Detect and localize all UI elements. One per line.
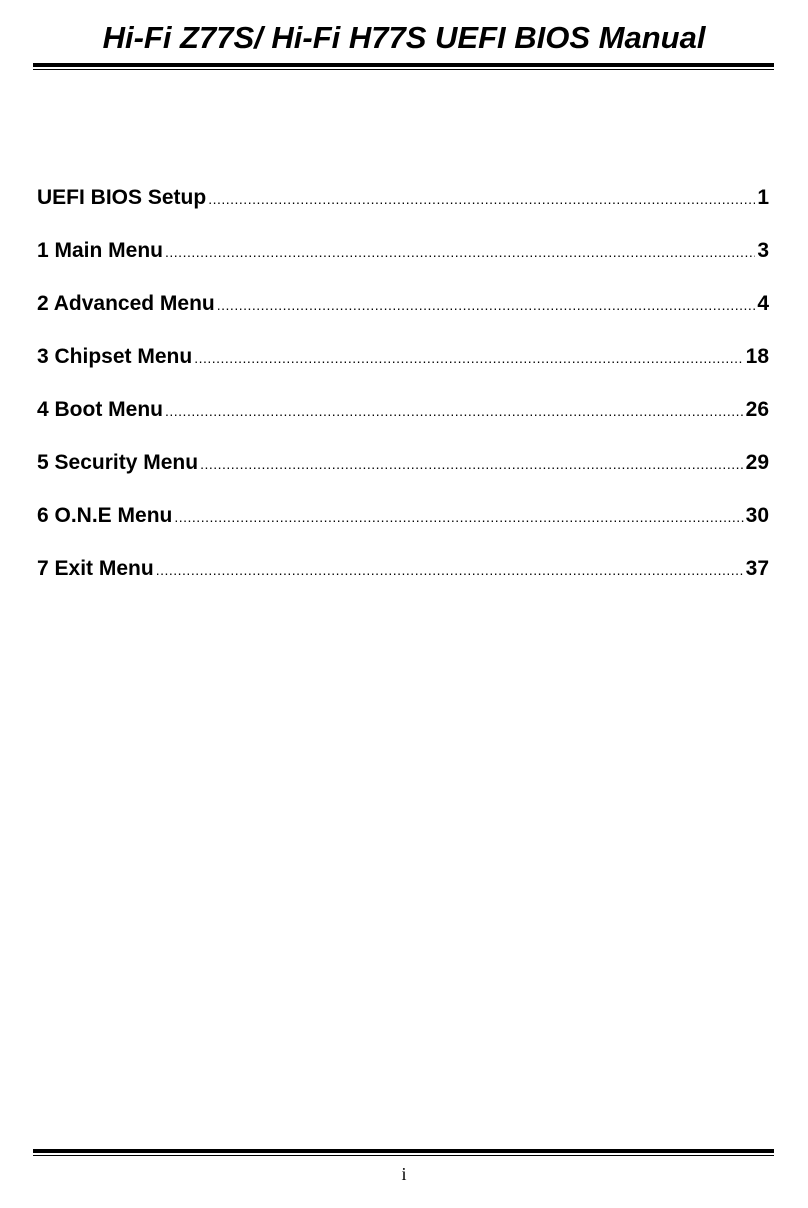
toc-entry-title: 3 Chipset Menu xyxy=(37,345,193,368)
page-number: i xyxy=(401,1164,407,1184)
toc-dot-leader xyxy=(208,191,755,207)
page-title: Hi-Fi Z77S/ Hi-Fi H77S UEFI BIOS Manual xyxy=(102,20,706,55)
toc-entry-title: 4 Boot Menu xyxy=(37,398,163,421)
toc-entry-title: 2 Advanced Menu xyxy=(37,292,215,315)
toc-entry-security-menu[interactable] xyxy=(37,451,769,504)
toc-entry-boot-menu[interactable] xyxy=(37,398,769,451)
toc-dot-leader xyxy=(156,562,744,578)
toc-entry-page: 30 xyxy=(745,504,769,527)
toc-dot-leader xyxy=(194,350,743,366)
toc-entry-title: 6 O.N.E Menu xyxy=(37,504,173,527)
toc-entry-one-menu[interactable] xyxy=(37,504,769,557)
header-rule-thin xyxy=(33,69,774,70)
toc-entry-page: 18 xyxy=(745,345,769,368)
toc-entry-advanced-menu[interactable] xyxy=(37,292,769,345)
toc-entry-chipset-menu[interactable] xyxy=(37,345,769,398)
toc-dot-leader xyxy=(165,403,744,419)
toc-dot-leader xyxy=(174,509,743,525)
toc-entry-exit-menu[interactable] xyxy=(37,557,769,610)
toc-dot-leader xyxy=(165,244,755,260)
toc-entry-page: 29 xyxy=(745,451,769,474)
toc-entry-page: 37 xyxy=(745,557,769,580)
footer-rule-thin xyxy=(33,1155,774,1156)
header-rule xyxy=(33,63,774,67)
toc-dot-leader xyxy=(217,297,756,313)
toc-entry-title: 5 Security Menu xyxy=(37,451,199,474)
toc-entry-page: 3 xyxy=(757,239,769,262)
toc-entry-title: 1 Main Menu xyxy=(37,239,164,262)
toc-entry-main-menu[interactable] xyxy=(37,239,769,292)
footer-rule xyxy=(33,1149,774,1153)
toc-entry-page: 4 xyxy=(757,292,769,315)
toc-entry-uefi-bios-setup[interactable] xyxy=(37,186,769,239)
toc-entry-title: 7 Exit Menu xyxy=(37,557,154,580)
toc-entry-title: UEFI BIOS Setup xyxy=(37,186,207,209)
toc-entry-page: 1 xyxy=(757,186,769,209)
toc-entry-page: 26 xyxy=(745,398,769,421)
table-of-contents xyxy=(37,186,769,610)
toc-dot-leader xyxy=(200,456,744,472)
